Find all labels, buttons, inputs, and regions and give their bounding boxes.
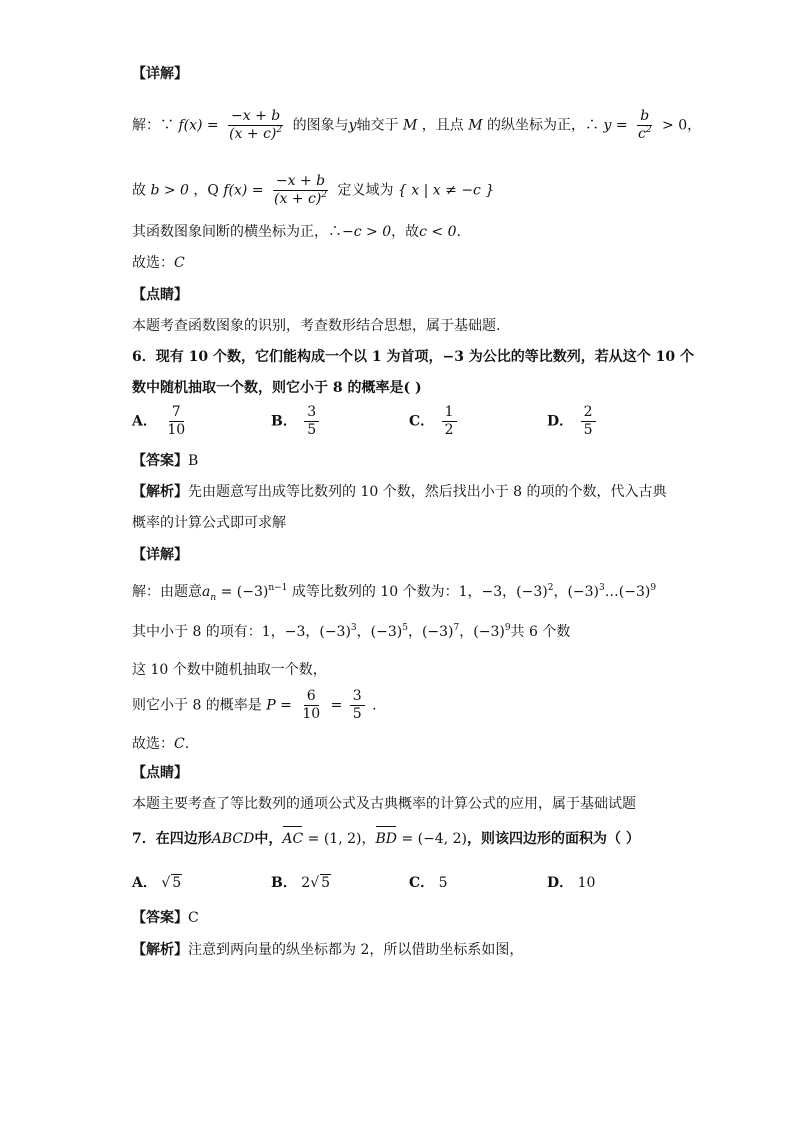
text: ，(−3)	[459, 624, 505, 640]
vector-bd: BD	[375, 831, 397, 847]
sqrt-symbol: √	[161, 875, 171, 891]
remark-text: 本题考查函数图象的识别，考查数形结合思想，属于基础题.	[132, 318, 501, 334]
solution-line-2	[132, 173, 494, 208]
var-M: M	[468, 117, 483, 134]
section-heading-remark: 【点睛】	[132, 287, 188, 303]
fraction	[164, 404, 188, 439]
vector-value: = (−4, 2)	[401, 831, 467, 847]
solution-line-3	[132, 222, 461, 242]
fraction	[299, 688, 323, 723]
text: ，故	[391, 224, 420, 240]
text: …(−3)	[604, 584, 651, 600]
solution-6-line-1	[132, 582, 656, 608]
text: 轴交于	[356, 117, 399, 134]
text: 解：∵	[132, 117, 174, 134]
radicand: 5	[172, 875, 182, 891]
var-a: a	[202, 584, 211, 600]
fraction-denominator: 10	[302, 706, 321, 722]
question-6-line-2: 数中随机抽取一个数，则它小于 8 的概率是( )	[132, 380, 422, 396]
text: ，	[361, 831, 376, 847]
fraction-denominator: 10	[167, 422, 186, 438]
var-M: M	[402, 117, 418, 134]
option-label: C．	[409, 875, 435, 891]
den-text: (x + c)	[273, 191, 322, 207]
option-label: C．	[409, 413, 435, 430]
text: 的图象与	[292, 117, 349, 134]
fraction-denominator	[226, 126, 285, 143]
fraction-denominator: 5	[352, 706, 362, 722]
text: 故选：	[132, 255, 174, 271]
quadrilateral: ABCD	[211, 831, 255, 847]
exponent: 2	[547, 583, 554, 593]
question-6-line-1: 6．现有 10 个数，它们能构成一个以 1 为首项，−3 为公比的等比数列，若从这个 10 个	[132, 349, 695, 365]
option-label: D．	[547, 413, 574, 430]
option-label: B．	[271, 875, 297, 891]
math: c < 0	[419, 224, 457, 240]
fraction-numerator: 6	[304, 688, 319, 706]
var-P: P =	[266, 697, 292, 714]
analysis-text: 注意到两向量的纵坐标都为 2，所以借助坐标系如图，	[188, 942, 524, 958]
text: 其中小于 8 的项有：1，−3，(−3)	[132, 624, 351, 640]
solution-6-line-2	[132, 622, 570, 642]
option-c	[409, 404, 460, 439]
analysis-text: 先由题意写出成等比数列的 10 个数，然后找出小于 8 的项的个数，代入古典	[188, 484, 667, 500]
answer-tag: 【答案】	[132, 910, 188, 926]
fraction-denominator	[635, 126, 655, 143]
fraction	[304, 404, 319, 439]
fraction	[635, 108, 655, 143]
analysis-line-7	[132, 940, 523, 960]
exponent: 9	[504, 623, 511, 633]
answer-letter: C	[174, 255, 185, 271]
function-f: f(x) =	[178, 117, 219, 134]
fraction-numerator: −x + b	[273, 173, 328, 191]
fraction-numerator: −x + b	[228, 108, 283, 126]
math: b > 0	[150, 182, 189, 199]
fraction-numerator: 3	[304, 404, 319, 422]
option-b	[271, 872, 331, 892]
text: 成等比数列的 10 个数为：1，−3，(−3)	[291, 584, 548, 600]
fraction-numerator: 3	[350, 688, 365, 706]
text: ，(−3)	[553, 584, 600, 600]
exponent: 9	[650, 583, 657, 593]
fraction-denominator	[271, 191, 330, 208]
option-b	[271, 404, 322, 439]
exponent: n−1	[268, 583, 288, 593]
option-value: 10	[577, 875, 596, 891]
eq-y: y =	[603, 117, 628, 134]
option-label: B．	[271, 413, 297, 430]
vector-value: = (1, 2)	[307, 831, 362, 847]
solution-6-answer	[132, 734, 189, 754]
domain-set: { x | x ≠ −c }	[397, 182, 495, 199]
text: =	[330, 697, 343, 714]
remark-text: 本题主要考查了等比数列的通项公式及古典概率的计算公式的应用，属于基础试题	[132, 796, 636, 812]
math: −c > 0	[342, 224, 392, 240]
fraction-denominator: 5	[307, 422, 317, 438]
var-y: y	[348, 117, 357, 134]
text: 中，	[254, 831, 283, 847]
exponent: 2	[276, 125, 283, 135]
section-heading-detail: 【详解】	[132, 547, 188, 563]
fraction-numerator: 7	[169, 404, 184, 422]
section-heading-detail: 【详解】	[132, 66, 188, 82]
den-text: c	[638, 126, 646, 142]
text: 解：由题意	[132, 584, 202, 600]
fraction-numerator: 1	[442, 404, 457, 422]
exponent: 3	[599, 583, 605, 593]
text: .	[184, 736, 190, 752]
solution-6-line-3: 这 10 个数中随机抽取一个数，	[132, 662, 327, 678]
exponent: 7	[453, 623, 460, 633]
fraction	[226, 108, 285, 143]
text: 7．在四边形	[132, 831, 212, 847]
text: > 0，	[662, 117, 702, 134]
text: 故	[132, 182, 146, 199]
section-heading-remark: 【点睛】	[132, 765, 188, 781]
fraction	[271, 173, 330, 208]
solution-line-1	[132, 108, 701, 143]
option-a	[132, 404, 191, 439]
text: 其函数图象间断的横坐标为正，∴	[132, 224, 342, 240]
answer-line-7	[132, 908, 199, 928]
answer-value: B	[188, 453, 199, 469]
fraction	[350, 688, 365, 723]
vector-ac: AC	[282, 831, 304, 847]
coefficient: 2	[301, 875, 311, 891]
analysis-tag: 【解析】	[132, 484, 188, 500]
text: ，(−3)	[356, 624, 403, 640]
exponent: 2	[321, 190, 328, 200]
a-n	[202, 584, 217, 603]
exponent: 3	[350, 623, 357, 633]
text: 则它小于 8 的概率是	[132, 697, 262, 714]
option-label: D．	[547, 875, 574, 891]
text: = (−3)	[220, 584, 269, 600]
text: 的纵坐标为正，∴	[487, 117, 599, 134]
text: 定义域为	[337, 182, 394, 199]
fraction	[581, 404, 596, 439]
option-label: A．	[132, 413, 157, 430]
sqrt-symbol: √	[310, 875, 320, 891]
solution-6-line-4	[132, 688, 377, 723]
option-d	[547, 404, 599, 439]
text: .	[372, 697, 377, 714]
text: 共 6 个数	[510, 624, 571, 640]
option-d	[547, 872, 595, 892]
text: 故选：	[132, 736, 174, 752]
text: .	[456, 224, 461, 240]
option-a	[132, 872, 182, 892]
fraction-numerator: b	[637, 108, 652, 126]
answer-line-6	[132, 451, 198, 471]
subscript: n	[210, 592, 217, 603]
exponent: 2	[645, 125, 652, 135]
function-f: f(x) =	[223, 182, 264, 199]
radicand: 5	[321, 875, 331, 891]
analysis-line-6a	[132, 482, 667, 502]
option-c	[409, 872, 448, 892]
answer-value: C	[188, 910, 199, 926]
text: ，且点	[421, 117, 464, 134]
exponent: 5	[402, 623, 408, 633]
analysis-line-6b: 概率的计算公式即可求解	[132, 515, 286, 531]
question-7-line	[132, 829, 640, 849]
fraction	[442, 404, 457, 439]
answer-tag: 【答案】	[132, 453, 188, 469]
text: ，则该四边形的面积为（ ）	[467, 831, 640, 847]
den-text: (x + c)	[229, 126, 277, 142]
option-label: A．	[132, 875, 157, 891]
fraction-denominator: 5	[583, 422, 593, 438]
answer-letter: C	[174, 736, 185, 752]
text: ，(−3)	[407, 624, 454, 640]
option-value: 5	[438, 875, 448, 891]
analysis-tag: 【解析】	[132, 942, 188, 958]
fraction-denominator: 2	[444, 422, 454, 438]
solution-answer-line	[132, 253, 185, 273]
fraction-numerator: 2	[581, 404, 596, 422]
text: ，Q	[193, 182, 219, 199]
